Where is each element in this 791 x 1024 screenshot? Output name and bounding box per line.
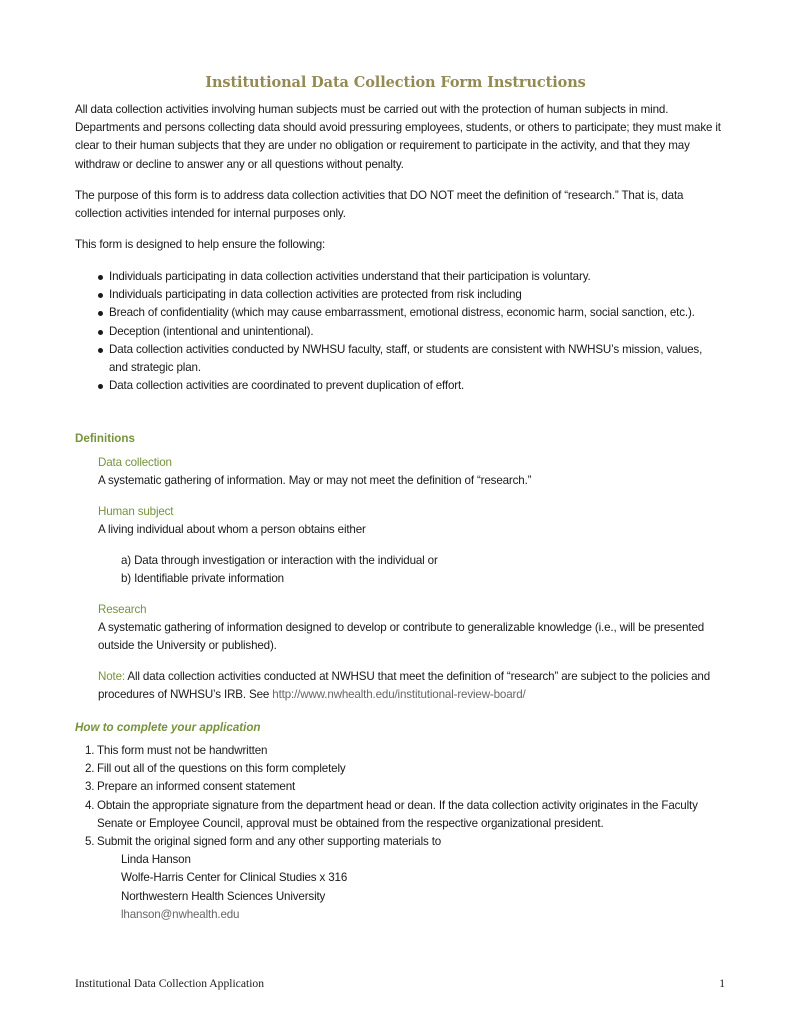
page-title: Institutional Data Collection Form Instructions: [205, 74, 586, 91]
definitions-heading: Definitions: [75, 432, 135, 445]
subitem-a: a) Data through investigation or interaction with the individual or: [121, 554, 438, 567]
bullet-icon: [98, 348, 103, 353]
definition-data-collection: [98, 454, 718, 490]
definition-term: Human subject: [98, 505, 174, 518]
definition-text: A systematic gathering of information designed to develop or contribute to generalizable knowledge (i.e., will be presented outside the University or published).: [98, 621, 705, 653]
irb-note: [98, 668, 718, 704]
definition-text: A systematic gathering of information. May or may not meet the definition of “research.”: [98, 474, 532, 487]
bullet-item: [75, 323, 715, 341]
bullet-text: Data collection activities conducted by NWHSU faculty, staff, or students are consistent with NWHSU’s mission, values, and strategic plan.: [109, 342, 703, 375]
step-item: [75, 797, 725, 833]
step-text: This form must not be handwritten: [97, 744, 268, 757]
note-label: Note:: [98, 670, 125, 683]
bullet-item: [75, 304, 715, 322]
ensure-bullet-list: [75, 268, 715, 395]
bullet-text: Individuals participating in data collection activities understand that their participation is voluntary.: [109, 270, 591, 283]
bullet-icon: [98, 293, 103, 298]
definition-research: [98, 601, 718, 655]
bullet-icon: [98, 384, 103, 389]
definition-text: A living individual about whom a person obtains either: [98, 523, 366, 536]
bullet-item: [75, 286, 715, 304]
bullet-text: Breach of confidentiality (which may cause embarrassment, emotional distress, economic harm, social sanction, etc.).: [109, 306, 695, 320]
subitem-b: b) Identifiable private information: [121, 572, 284, 586]
definition-term: Research: [98, 603, 147, 616]
contact-address: [97, 851, 725, 924]
irb-link[interactable]: http://www.nwhealth.edu/institutional-review-board/: [272, 688, 526, 702]
bullet-item: [75, 341, 715, 377]
definition-human-subject: [98, 503, 718, 539]
step-item: [75, 742, 725, 760]
bullet-icon: [98, 275, 103, 280]
step-text: Fill out all of the questions on this form completely: [97, 762, 346, 776]
step-item: [75, 833, 725, 924]
step-number: 1.: [85, 744, 95, 757]
purpose-paragraph: The purpose of this form is to address data collection activities that DO NOT meet the definition of “research.” That is, data collection activities intended for internal purposes only.: [75, 189, 684, 221]
step-text: Prepare an informed consent statement: [97, 780, 296, 794]
bullet-item: [75, 268, 715, 286]
bullet-text: Individuals participating in data collection activities are protected from risk including: [109, 288, 522, 302]
contact-email-link[interactable]: lhanson@nwhealth.edu: [121, 907, 240, 921]
step-number: 2.: [85, 762, 95, 776]
bullet-icon: [98, 311, 103, 316]
bullet-text: Deception (intentional and unintentional).: [109, 324, 314, 338]
ensure-intro: This form is designed to help ensure the following:: [75, 238, 326, 251]
bullet-item: [75, 377, 715, 395]
page-number: 1: [719, 977, 725, 990]
step-text: Obtain the appropriate signature from the department head or dean. If the data collection activity originates in the Faculty Senate or Employee Council, approval must be obtained from the respective organizational president.: [97, 798, 698, 830]
contact-institution: Northwestern Health Sciences University: [121, 889, 326, 903]
definition-term: Data collection: [98, 456, 172, 469]
steps-list: [75, 742, 725, 924]
intro-paragraph: All data collection activities involving human subjects must be carried out with the protection of human subjects in mind. Departments and persons collecting data should avoid pressuring employees, students, or others to participate; they must make it clear to their human subjects that they are under no obligation or requirement to participate in the activity, and that they may withdraw or decline to answer any or all questions without penalty.: [75, 103, 721, 171]
step-item: [75, 760, 725, 778]
step-number: 4.: [85, 798, 95, 812]
contact-office: Wolfe-Harris Center for Clinical Studies x 316: [121, 871, 348, 885]
bullet-icon: [98, 330, 103, 335]
page-footer: [75, 977, 725, 990]
footer-label: Institutional Data Collection Application: [75, 977, 265, 990]
human-subject-subitems: [121, 552, 438, 588]
step-text: Submit the original signed form and any other supporting materials to: [97, 835, 442, 849]
note-text: All data collection activities conducted at NWHSU that meet the definition of “research” are subject to the policies and procedures of NWHSU’s IRB. See: [98, 670, 711, 702]
step-number: 3.: [85, 780, 95, 794]
bullet-text: Data collection activities are coordinated to prevent duplication of effort.: [109, 379, 465, 393]
contact-name: Linda Hanson: [121, 853, 191, 867]
step-number: 5.: [85, 835, 95, 849]
how-to-heading: How to complete your application: [75, 721, 261, 734]
step-item: [75, 778, 725, 796]
